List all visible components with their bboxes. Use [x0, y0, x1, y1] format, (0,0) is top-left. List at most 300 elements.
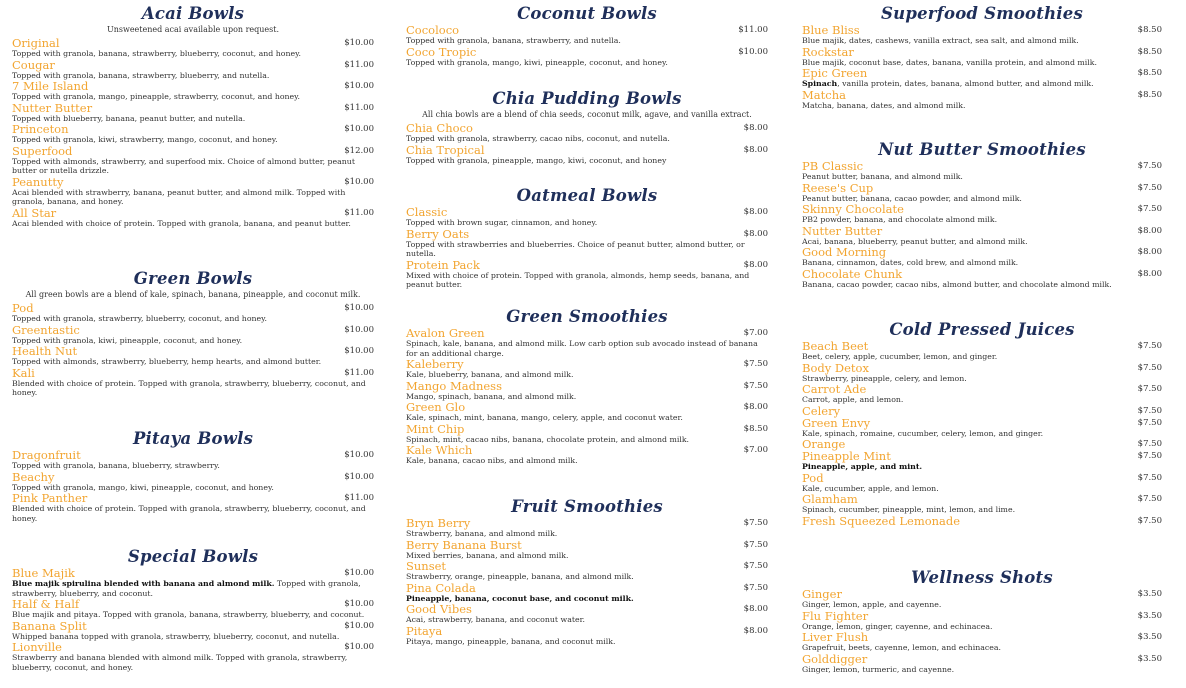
- item-name: 7 Mile Island: [12, 79, 89, 93]
- item-description-text: Topped with granola, banana, strawberry, and nutella.: [406, 36, 621, 45]
- item-price: $10.00: [344, 324, 374, 335]
- item-name: Pod: [802, 470, 824, 485]
- menu-item: [796, 203, 1168, 225]
- item-description-text: Topped with granola, banana, strawberry, blueberry, and nutella.: [12, 70, 270, 80]
- section-note: Unsweetened acai available upon request.: [106, 25, 280, 34]
- section-green-smoothies: [400, 307, 774, 466]
- section-note: All chia bowls are a blend of chia seeds, coconut milk, agave, and vanilla extract.: [422, 110, 752, 119]
- item-price: $8.50: [1137, 46, 1162, 57]
- item-name: Peanutty: [12, 174, 64, 189]
- item-price: $10.00: [344, 38, 374, 48]
- item-description-text: Banana, cacao powder, cacao nibs, almond butter, and chocolate almond milk.: [802, 279, 1112, 289]
- menu-item: [796, 362, 1168, 384]
- menu-item: [400, 603, 774, 625]
- item-name: Coco Tropic: [406, 44, 477, 59]
- item-description-bold: Spinach: [802, 79, 838, 88]
- menu-item: [400, 517, 774, 539]
- menu-item: [400, 46, 774, 68]
- menu-item: [6, 367, 380, 398]
- section-chia-pudding-bowls: [400, 89, 774, 165]
- item-price: $8.00: [743, 604, 768, 614]
- item-description: [400, 339, 774, 358]
- menu-item: [6, 492, 380, 523]
- item-name: Celery: [802, 403, 841, 418]
- menu-item: [400, 259, 774, 290]
- item-price: $8.00: [1137, 225, 1162, 236]
- item-name: Protein Pack: [406, 257, 480, 272]
- item-price: $7.50: [743, 359, 768, 369]
- item-price: $7.50: [1137, 417, 1162, 428]
- section-wellness-shots: [796, 568, 1168, 674]
- menu-item: [796, 24, 1168, 46]
- item-price: $10.00: [738, 46, 768, 57]
- item-name: Body Detox: [802, 360, 869, 375]
- item-description-text: Topped with almonds, strawberry, and superfood mix. Choice of almond butter, peanut butter or nutella drizzle.: [12, 156, 355, 175]
- item-description-text: Strawberry and banana blended with almond milk. Topped with granola, strawberry, blueberry, coconut, and honey.: [12, 653, 348, 672]
- item-price: $11.00: [344, 207, 374, 218]
- item-price: $3.50: [1137, 632, 1162, 642]
- item-description-bold: Pineapple, apple, and mint.: [802, 462, 923, 471]
- item-name: Skinny Chocolate: [802, 202, 904, 216]
- menu-item: [796, 450, 1168, 472]
- item-description-text: Topped with granola, strawberry, blueberry, coconut, and honey.: [12, 314, 268, 323]
- item-price: $7.50: [1137, 515, 1162, 526]
- item-price: $8.00: [743, 144, 768, 155]
- item-description: [6, 504, 380, 523]
- item-description-text: Topped with granola, strawberry, cacao nibs, coconut, and nutella.: [406, 134, 670, 143]
- item-description-text: Kale, banana, cacao nibs, and almond milk.: [406, 456, 578, 465]
- item-name: Liver Flush: [802, 630, 869, 644]
- item-description: [400, 551, 774, 561]
- item-description-text: Whipped banana topped with granola, strawberry, blueberry, coconut, and nutella.: [12, 631, 340, 641]
- menu-item: [6, 324, 380, 346]
- menu-item: [6, 80, 380, 102]
- item-price: $11.00: [344, 59, 374, 70]
- item-description-text: Topped with granola, strawberry, blueberry, and coconut.: [12, 579, 361, 598]
- item-name: Berry Oats: [406, 226, 470, 241]
- item-price: $10.00: [344, 346, 374, 356]
- section-title: Nut Butter Smoothies: [878, 140, 1086, 159]
- section-title: Fruit Smoothies: [511, 497, 663, 516]
- item-description-text: Topped with granola, banana, blueberry, strawberry.: [12, 461, 220, 470]
- item-name: Lionville: [12, 640, 62, 654]
- menu-item: [796, 405, 1168, 417]
- menu-item: [6, 176, 380, 207]
- section-superfood-smoothies: [796, 4, 1168, 110]
- item-price: $11.00: [344, 102, 374, 113]
- menu-item: [796, 653, 1168, 675]
- item-description: [6, 461, 380, 471]
- item-description-text: Ginger, lemon, apple, and cayenne.: [802, 600, 942, 609]
- item-description-text: Mango, spinach, banana, and almond milk.: [406, 391, 577, 401]
- menu-item: [6, 449, 380, 471]
- item-description-text: Strawberry, banana, and almond milk.: [406, 529, 558, 538]
- item-description: [6, 157, 380, 176]
- menu-item: [400, 401, 774, 423]
- menu-item: [6, 59, 380, 81]
- item-description-text: Topped with brown sugar, cinnamon, and honey.: [406, 218, 598, 227]
- item-description-text: Acai blended with choice of protein. Topped with granola, banana, and peanut butter.: [12, 218, 351, 228]
- item-description-text: Strawberry, orange, pineapple, banana, and almond milk.: [406, 572, 634, 581]
- item-description: [6, 49, 380, 59]
- item-name: All Star: [12, 205, 57, 220]
- item-name: Mint Chip: [406, 421, 465, 436]
- item-description: [796, 280, 1168, 290]
- item-name: Rockstar: [802, 44, 854, 59]
- menu-item: [6, 207, 380, 229]
- item-price: $10.00: [344, 176, 374, 187]
- item-description-text: Acai, strawberry, banana, and coconut water.: [406, 615, 585, 624]
- item-name: Green Glo: [406, 400, 466, 414]
- item-name: Half & Half: [12, 597, 80, 611]
- item-price: $7.50: [743, 561, 768, 571]
- item-price: $8.00: [743, 625, 768, 636]
- section-special-bowls: [6, 547, 380, 672]
- item-description-text: Carrot, apple, and lemon.: [802, 395, 904, 404]
- menu-item: [6, 37, 380, 59]
- item-price: $7.50: [743, 582, 768, 593]
- item-description-text: Acai blended with strawberry, banana, peanut butter, and almond milk. Topped with granola, banana, and honey.: [12, 187, 346, 206]
- item-name: Sunset: [406, 559, 447, 573]
- item-description-text: Topped with granola, mango, kiwi, pineapple, coconut, and honey.: [406, 57, 668, 67]
- item-price: $8.00: [1137, 247, 1162, 257]
- item-price: $7.50: [743, 380, 768, 391]
- item-description-text: Kale, blueberry, banana, and almond milk.: [406, 370, 574, 379]
- item-name: Greentastic: [12, 322, 80, 337]
- menu-item: [400, 423, 774, 445]
- item-name: Orange: [802, 437, 846, 451]
- menu-item: [400, 444, 774, 466]
- item-name: PB Classic: [802, 159, 864, 173]
- item-name: Kali: [12, 365, 35, 380]
- item-description-text: Ginger, lemon, turmeric, and cayenne.: [802, 664, 955, 674]
- item-description-text: Topped with granola, kiwi, pineapple, coconut, and honey.: [12, 335, 243, 345]
- menu-item: [6, 620, 380, 642]
- menu-item: [400, 560, 774, 582]
- section-title: Green Smoothies: [506, 307, 668, 326]
- item-description-text: Peanut butter, banana, and almond milk.: [802, 172, 963, 181]
- item-name: Reese's Cup: [802, 180, 874, 195]
- menu-item: [796, 182, 1168, 204]
- menu-item: [796, 417, 1168, 439]
- item-description: [400, 240, 774, 259]
- menu-item: [400, 380, 774, 402]
- item-name: Kale Which: [406, 443, 473, 457]
- menu-item: [6, 102, 380, 124]
- menu-item: [796, 472, 1168, 494]
- item-price: $8.00: [743, 228, 768, 239]
- item-description-text: PB2 powder, banana, and chocolate almond milk.: [802, 215, 998, 224]
- section-title: Oatmeal Bowls: [516, 186, 658, 205]
- menu-item: [796, 631, 1168, 653]
- item-description: [6, 188, 380, 207]
- item-description: [796, 429, 1168, 439]
- item-name: Good Morning: [802, 245, 887, 259]
- item-description: [6, 219, 380, 229]
- section-title: Chia Pudding Bowls: [492, 89, 682, 108]
- item-price: $8.00: [1137, 268, 1162, 279]
- item-description: [400, 58, 774, 68]
- item-description-text: Topped with strawberries and blueberries. Choice of peanut butter, almond butter, or nutella.: [406, 239, 745, 258]
- item-description-text: Blended with choice of protein. Topped with granola, strawberry, blueberry, coconut, and honey.: [12, 504, 366, 523]
- item-description-text: Spinach, kale, banana, and almond milk. Low carb option sub avocado instead of banana for an additional charge.: [406, 339, 758, 358]
- item-price: $8.50: [1137, 68, 1162, 78]
- item-name: Pina Colada: [406, 580, 476, 595]
- item-name: Chia Choco: [406, 121, 473, 135]
- item-description: [796, 101, 1168, 111]
- section-title: Cold Pressed Juices: [889, 320, 1075, 339]
- item-price: $8.00: [743, 259, 768, 270]
- item-price: $3.50: [1137, 653, 1162, 664]
- item-name: Cougar: [12, 57, 55, 72]
- item-name: Princeton: [12, 122, 69, 136]
- item-name: Beachy: [12, 469, 55, 484]
- item-name: Chocolate Chunk: [802, 266, 903, 281]
- item-name: Classic: [406, 205, 448, 219]
- item-name: Kaleberry: [406, 357, 464, 371]
- section-note: All green bowls are a blend of kale, spinach, banana, pineapple, and coconut milk.: [25, 290, 361, 299]
- item-name: Superfood: [12, 143, 73, 158]
- item-description: [400, 456, 774, 466]
- item-price: $11.00: [738, 25, 768, 35]
- item-price: $8.00: [743, 207, 768, 217]
- item-price: $7.50: [1137, 341, 1162, 351]
- section-title: Pitaya Bowls: [132, 429, 254, 448]
- item-name: Cocoloco: [406, 23, 460, 37]
- item-price: $10.00: [344, 124, 374, 134]
- item-name: Flu Fighter: [802, 608, 869, 623]
- item-price: $10.00: [344, 471, 374, 482]
- item-name: Blue Bliss: [802, 23, 860, 37]
- item-description-text: Beet, celery, apple, cucumber, lemon, and ginger.: [802, 352, 998, 361]
- menu-item: [796, 89, 1168, 111]
- item-description-text: Kale, spinach, romaine, cucumber, celery, lemon, and ginger.: [802, 428, 1044, 438]
- item-price: $7.50: [1137, 384, 1162, 394]
- item-description-text: Pitaya, mango, pineapple, banana, and coconut milk.: [406, 636, 616, 646]
- item-price: $10.00: [344, 599, 374, 609]
- section-title: Coconut Bowls: [517, 4, 657, 23]
- item-price: $7.00: [743, 445, 768, 455]
- item-name: Nutter Butter: [802, 223, 883, 238]
- item-description: [6, 579, 380, 598]
- item-price: $10.00: [344, 642, 374, 652]
- item-description-text: Banana, cinnamon, dates, cold brew, and almond milk.: [802, 258, 1019, 267]
- item-price: $8.00: [743, 402, 768, 412]
- item-price: $7.50: [1137, 439, 1162, 449]
- item-name: Pineapple Mint: [802, 449, 891, 463]
- menu-item: [6, 567, 380, 598]
- section-pitaya-bowls: [6, 429, 380, 523]
- item-description: [796, 79, 1168, 89]
- item-description-text: Blue majik and pitaya. Topped with granola, banana, strawberry, blueberry, and coconut.: [12, 610, 365, 619]
- menu-item: [400, 539, 774, 561]
- menu-item: [796, 383, 1168, 405]
- menu-item: [796, 268, 1168, 290]
- item-description-text: Topped with granola, pineapple, mango, kiwi, coconut, and honey: [406, 155, 667, 165]
- item-price: $7.50: [1137, 494, 1162, 504]
- item-name: Pod: [12, 301, 34, 315]
- item-description: [6, 653, 380, 672]
- section-title: Special Bowls: [127, 547, 259, 566]
- item-description-text: Topped with almonds, strawberry, blueberry, hemp hearts, and almond butter.: [12, 357, 322, 366]
- item-name: Carrot Ade: [802, 382, 867, 396]
- item-name: Pitaya: [406, 623, 443, 638]
- item-description: [400, 271, 774, 290]
- menu-item: [400, 122, 774, 144]
- item-price: $8.50: [1137, 25, 1162, 35]
- item-description-text: Topped with granola, banana, strawberry, blueberry, coconut, and honey.: [12, 49, 301, 58]
- menu-item: [6, 123, 380, 145]
- item-description: [6, 357, 380, 367]
- item-price: $7.50: [743, 518, 768, 528]
- item-description-text: Acai, banana, blueberry, peanut butter, and almond milk.: [802, 236, 1028, 246]
- item-description-text: Mixed berries, banana, and almond milk.: [406, 550, 569, 560]
- menu-item: [400, 144, 774, 166]
- item-name: Ginger: [802, 587, 842, 601]
- menu-item: [6, 145, 380, 176]
- item-description-text: Topped with granola, kiwi, strawberry, mango, coconut, and honey.: [12, 135, 278, 144]
- item-name: Fresh Squeezed Lemonade: [802, 513, 961, 528]
- item-name: Golddigger: [802, 651, 868, 666]
- menu-item: [796, 67, 1168, 89]
- section-title: Wellness Shots: [911, 568, 1053, 587]
- menu-item: [6, 641, 380, 672]
- item-name: Dragonfruit: [12, 448, 81, 462]
- item-description: [400, 615, 774, 625]
- item-description: [400, 156, 774, 166]
- section-oatmeal-bowls: [400, 186, 774, 290]
- item-price: $11.00: [344, 367, 374, 378]
- item-name: Chia Tropical: [406, 142, 485, 157]
- item-description-text: Blended with choice of protein. Topped with granola, strawberry, blueberry, coconut, and honey.: [12, 378, 366, 397]
- item-name: Matcha: [802, 87, 846, 102]
- menu-item: [796, 515, 1168, 527]
- item-description-text: Mixed with choice of protein. Topped with granola, almonds, hemp seeds, banana, and peanut butter.: [406, 270, 750, 289]
- item-description: [796, 395, 1168, 405]
- section-coconut-bowls: [400, 4, 774, 67]
- item-name: Berry Banana Burst: [406, 537, 522, 552]
- item-price: $7.50: [1137, 161, 1162, 171]
- item-description-text: Topped with granola, mango, pineapple, strawberry, coconut, and honey.: [12, 92, 301, 101]
- item-description-text: Orange, lemon, ginger, cayenne, and echinacea.: [802, 621, 993, 631]
- menu-item: [6, 471, 380, 493]
- menu-item: [400, 24, 774, 46]
- menu-item: [796, 225, 1168, 247]
- item-name: Banana Split: [12, 618, 87, 633]
- section-title: Green Bowls: [133, 269, 253, 288]
- item-description-bold: Blue majik spirulina blended with banana and almond milk.: [12, 579, 275, 588]
- item-description: [6, 632, 380, 642]
- item-name: Glamham: [802, 492, 858, 506]
- item-price: $10.00: [344, 450, 374, 460]
- item-price: $7.50: [1137, 451, 1162, 461]
- menu-item: [796, 340, 1168, 362]
- section-title: Acai Bowls: [141, 4, 245, 23]
- item-description-text: Matcha, banana, dates, and almond milk.: [802, 100, 966, 110]
- menu-item: [400, 206, 774, 228]
- item-name: Avalon Green: [406, 326, 485, 340]
- section-title: Superfood Smoothies: [881, 4, 1083, 23]
- item-price: $7.50: [1137, 362, 1162, 373]
- item-description: [796, 665, 1168, 675]
- item-description-bold: Pineapple, banana, coconut base, and coconut milk.: [406, 593, 634, 603]
- item-name: Nutter Butter: [12, 100, 93, 115]
- menu-item: [796, 46, 1168, 68]
- item-description-text: Strawberry, pineapple, celery, and lemon.: [802, 373, 967, 383]
- item-price: $7.50: [743, 539, 768, 550]
- item-name: Green Envy: [802, 415, 871, 430]
- item-price: $3.50: [1137, 610, 1162, 621]
- menu-item: [6, 598, 380, 620]
- section-fruit-smoothies: [400, 497, 774, 646]
- item-price: $10.00: [344, 568, 374, 578]
- item-name: Mango Madness: [406, 378, 502, 393]
- item-description-text: Grapefruit, beets, cayenne, lemon, and echinacea.: [802, 643, 1001, 652]
- item-description-text: Kale, spinach, mint, banana, mango, celery, apple, and coconut water.: [406, 413, 683, 422]
- item-description-text: Topped with granola, mango, kiwi, pineapple, coconut, and honey.: [12, 482, 274, 492]
- item-price: $7.50: [1137, 405, 1162, 416]
- item-price: $3.50: [1137, 589, 1162, 599]
- section-green-bowls: [6, 269, 380, 398]
- item-description-text: , vanilla protein, dates, banana, almond butter, and almond milk.: [837, 79, 1094, 88]
- item-description: [400, 637, 774, 647]
- menu-item: [400, 228, 774, 259]
- section-cold-pressed-juices: [796, 320, 1168, 527]
- item-price: $12.00: [344, 145, 374, 156]
- item-price: $8.50: [743, 423, 768, 434]
- item-description-text: Blue majik, dates, cashews, vanilla extract, sea salt, and almond milk.: [802, 36, 1079, 45]
- item-description-text: Kale, cucumber, apple, and lemon.: [802, 483, 939, 493]
- item-description-text: Peanut butter, banana, cacao powder, and almond milk.: [802, 193, 1022, 203]
- item-price: $8.50: [1137, 89, 1162, 100]
- item-name: Beach Beet: [802, 339, 869, 353]
- item-name: Health Nut: [12, 344, 78, 358]
- item-description: [796, 462, 1168, 472]
- section-acai-bowls: [6, 4, 380, 228]
- menu-item: [400, 327, 774, 358]
- item-name: Epic Green: [802, 66, 868, 80]
- item-price: $10.00: [344, 303, 374, 313]
- item-name: Blue Majik: [12, 566, 75, 580]
- item-name: Pink Panther: [12, 491, 88, 505]
- item-price: $7.50: [1137, 204, 1162, 214]
- menu-item: [400, 582, 774, 604]
- menu-item: [796, 493, 1168, 515]
- item-name: Original: [12, 36, 60, 50]
- item-price: $7.00: [743, 328, 768, 338]
- section-nut-butter-smoothies: [796, 140, 1168, 289]
- item-name: Bryn Berry: [406, 516, 471, 530]
- item-price: $7.50: [1137, 182, 1162, 193]
- item-name: Good Vibes: [406, 602, 472, 616]
- item-description-text: Topped with blueberry, banana, peanut butter, and nutella.: [12, 113, 246, 123]
- item-description: [6, 379, 380, 398]
- menu-item: [6, 302, 380, 324]
- menu-item: [796, 588, 1168, 610]
- item-price: $7.50: [1137, 472, 1162, 483]
- menu-item: [6, 345, 380, 367]
- menu-item: [796, 160, 1168, 182]
- item-price: $11.00: [344, 493, 374, 503]
- menu-item: [400, 358, 774, 380]
- item-description-text: Blue majik, coconut base, dates, banana, vanilla protein, and almond milk.: [802, 57, 1097, 67]
- menu-item: [400, 625, 774, 647]
- item-description-text: Spinach, cucumber, pineapple, mint, lemon, and lime.: [802, 505, 1016, 514]
- item-price: $8.00: [743, 123, 768, 133]
- menu-item: [796, 610, 1168, 632]
- item-description-text: Spinach, mint, cacao nibs, banana, chocolate protein, and almond milk.: [406, 434, 690, 444]
- item-price: $10.00: [344, 81, 374, 91]
